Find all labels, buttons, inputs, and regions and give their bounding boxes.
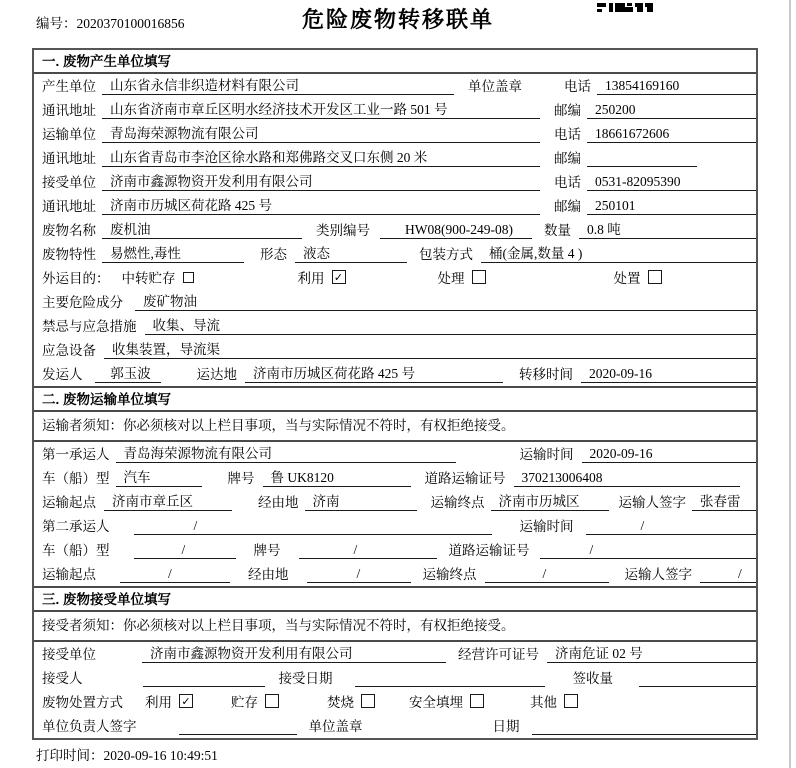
category-label: 类别编号 [316,223,370,238]
qty-label: 数量 [544,223,571,238]
purpose-option-use [298,267,346,287]
origin-label: 运输起点 [42,567,96,582]
disposal-option-burn [327,691,375,711]
character-value: 易燃性,毒性 [102,242,244,263]
qty-value: 0.8 吨 [579,218,756,239]
taboo-value: 收集、导流 [145,314,757,335]
purpose-option-storage-label: 中转贮存 [121,271,176,286]
receive-zip-value: 250101 [587,198,756,215]
purpose-option-dispose [614,267,662,287]
disposal-use-label: 利用 [145,695,172,710]
equip-value: 收集装置，导流渠 [104,338,756,359]
row-purpose [34,266,756,290]
date-value [532,720,757,735]
vehicle2-value: / [134,542,236,559]
via-label: 经由地 [248,567,289,582]
equip-label: 应急设备 [42,343,96,358]
section3-title: 三. 废物接受单位填写 [34,588,756,612]
produce-unit-value: 山东省永信非织造材料有限公司 [102,74,454,95]
vehicle-label: 车（船）型 [42,543,110,558]
road-cert-label: 道路运输证号 [424,471,506,486]
purpose-treat-checkbox[interactable] [472,270,486,284]
zip-label: 邮编 [554,199,581,214]
disposal-other-checkbox[interactable] [564,694,578,708]
receive-addr-value: 济南市历城区荷花路 425 号 [102,194,540,215]
receive-unit3-label: 接受单位 [42,647,96,662]
zip-label: 邮编 [554,151,581,166]
row-route2 [34,562,756,586]
road-cert2-value: / [540,542,757,559]
sign-qty-value [639,672,756,687]
plate-label: 牌号 [227,471,255,486]
purpose-label: 外运目的： [42,271,110,286]
shipper-value: 郭玉波 [95,362,161,383]
category-value: HW08(900-249-08) [380,222,532,239]
dest-label: 运达地 [196,367,237,382]
page-title: 危险废物转移联单 [301,7,494,32]
sign-label: 运输人签字 [624,567,692,582]
carrier1-label: 第一承运人 [42,447,110,462]
produce-zip-value: 250200 [587,102,756,119]
via1-value: 济南 [305,490,417,511]
license-value: 济南危证 02 号 [547,642,756,663]
disposal-landfill-checkbox[interactable] [470,694,484,708]
produce-addr-value: 山东省济南市章丘区明水经济技术开发区工业一路 501 号 [102,98,540,119]
form-value: 液态 [295,242,407,263]
receive-unit-label: 接受单位 [42,175,96,190]
row-shipper [34,362,756,386]
carrier1-time-value: 2020-09-16 [582,446,757,463]
head-sign-label: 单位负责人签字 [42,719,137,734]
end2-value: / [485,566,609,583]
row-receive-addr [34,194,756,218]
purpose-option-storage [122,267,194,287]
addr-label: 通讯地址 [42,103,96,118]
addr-label: 通讯地址 [42,199,96,214]
receive-unit-value: 济南市鑫源物资开发利用有限公司 [102,170,540,191]
pack-label: 包装方式 [419,247,473,262]
purpose-option-dispose-label: 处置 [613,271,641,286]
end1-value: 济南市历城区 [491,490,609,511]
head-sign-value [179,720,297,735]
disposal-store-label: 贮存 [231,695,258,710]
row-taboo [34,314,756,338]
disposal-option-store [231,691,279,711]
vehicle1-value: 汽车 [116,466,202,487]
end-label: 运输终点 [422,567,477,582]
row-route1 [34,490,756,514]
transport-unit-value: 青岛海荣源物流有限公司 [102,122,540,143]
road-cert1-value: 370213006408 [514,470,741,487]
carrier2-time-value: / [586,518,757,535]
section-producer [34,50,756,386]
receive-date-value [355,672,545,687]
disposal-other-label: 其他 [530,695,557,710]
transport-time-label: 运输时间 [519,519,574,534]
disposal-landfill-label: 安全填埋 [409,695,463,710]
transporter-notice: 运输者须知：你必须核对以上栏目事项，当与实际情况不符时，有权拒绝接受。 [34,412,756,442]
row-waste-name [34,218,756,242]
row-transport-addr [34,146,756,170]
plate2-value: / [299,542,437,559]
disposal-burn-label: 焚烧 [327,695,354,710]
via-label: 经由地 [258,495,299,510]
disposal-burn-checkbox[interactable] [361,694,375,708]
unit-seal-label: 单位盖章 [308,719,363,734]
row-main-hazard [34,290,756,314]
section-transporter [34,386,756,586]
purpose-storage-checkbox[interactable] [183,272,194,283]
purpose-option-use-label: 利用 [297,271,325,286]
page-edge-line [789,0,791,768]
character-label: 废物特性 [42,247,96,262]
print-time-label: 打印时间： [36,748,104,763]
produce-unit-label: 产生单位 [42,79,96,94]
disposal-use-checkbox[interactable]: ✓ [179,694,193,708]
receiver-label: 接受人 [42,671,83,686]
manifest-form [32,48,758,740]
disposal-label: 废物处置方式 [42,695,123,710]
print-time [36,744,218,764]
hazard-label: 主要危险成分 [42,295,123,310]
row-carrier1 [34,442,756,466]
form-label: 形态 [260,247,287,262]
purpose-option-treat [438,267,486,287]
phone-label: 电话 [554,175,581,190]
dest-value: 济南市历城区荷花路 425 号 [245,362,503,383]
doc-number-label: 编号： [36,16,77,31]
row-disposal [34,690,756,714]
receive-unit3-value: 济南市鑫源物资开发利用有限公司 [142,642,446,663]
row-head-sign [34,714,756,738]
phone-label: 电话 [554,127,581,142]
transfer-time-value: 2020-09-16 [581,366,756,383]
receive-phone-value: 0531-82095390 [587,174,756,191]
section2-title: 二. 废物运输单位填写 [34,388,756,412]
waste-name-label: 废物名称 [42,223,96,238]
transport-addr-value: 山东省青岛市李沧区徐水路和郑佛路交叉口东侧 20 米 [102,146,540,167]
row-produce-unit [34,74,756,98]
sign1-value: 张春雷 [692,490,756,511]
unit-seal-label: 单位盖章 [468,79,522,94]
phone-label: 电话 [564,79,591,94]
sign-label: 运输人签字 [618,495,686,510]
pack-value: 桶(金属,数量 4 ) [481,242,756,263]
carrier2-label: 第二承运人 [42,519,110,534]
date-label: 日期 [492,719,520,734]
row-vehicle1 [34,466,756,490]
road-cert-label: 道路运输证号 [448,543,530,558]
row-carrier2 [34,514,756,538]
purpose-use-checkbox[interactable]: ✓ [332,270,346,284]
disposal-option-other [530,691,578,711]
transport-phone-value: 18661672606 [587,126,756,143]
receiver-value [143,672,265,687]
disposal-store-checkbox[interactable] [265,694,279,708]
disposal-option-use [145,691,193,711]
taboo-label: 禁忌与应急措施 [42,319,137,334]
doc-number-value: 2020370100016856 [76,16,185,31]
row-receive-unit3 [34,642,756,666]
receive-date-label: 接受日期 [278,671,333,686]
row-receiver-person [34,666,756,690]
row-produce-addr [34,98,756,122]
zip-label: 邮编 [554,103,581,118]
disposal-option-landfill [409,691,484,711]
row-equipment [34,338,756,362]
purpose-option-treat-label: 处理 [437,271,465,286]
print-time-value: 2020-09-16 10:49:51 [103,748,218,763]
section1-title: 一. 废物产生单位填写 [34,50,756,74]
transfer-time-label: 转移时间 [519,367,573,382]
origin-label: 运输起点 [42,495,96,510]
addr-label: 通讯地址 [42,151,96,166]
receiver-notice: 接受者须知：你必须核对以上栏目事项，当与实际情况不符时，有权拒绝接受。 [34,612,756,642]
via2-value: / [307,566,411,583]
vehicle-label: 车（船）型 [42,471,110,486]
transport-time-label: 运输时间 [519,447,574,462]
shipper-label: 发运人 [42,367,83,382]
qr-code-fragment [597,0,653,18]
carrier1-value: 青岛海荣源物流有限公司 [116,442,456,463]
produce-phone-value: 13854169160 [597,78,756,95]
plate-label: 牌号 [253,543,281,558]
plate1-value: 鲁 UK8120 [263,466,411,487]
origin1-value: 济南市章丘区 [104,490,232,511]
hazard-value: 废矿物油 [135,290,756,311]
row-receive-unit [34,170,756,194]
waste-name-value: 废机油 [102,218,302,239]
license-label: 经营许可证号 [458,647,539,662]
origin2-value: / [120,566,230,583]
purpose-dispose-checkbox[interactable] [648,270,662,284]
transport-unit-label: 运输单位 [42,127,96,142]
row-transport-unit [34,122,756,146]
section-receiver [34,586,756,738]
transport-zip-value [587,152,697,167]
sign-qty-label: 签收量 [572,671,613,686]
sign2-value: / [700,566,756,583]
row-vehicle2 [34,538,756,562]
end-label: 运输终点 [430,495,485,510]
carrier2-value: / [134,518,492,535]
row-waste-character [34,242,756,266]
